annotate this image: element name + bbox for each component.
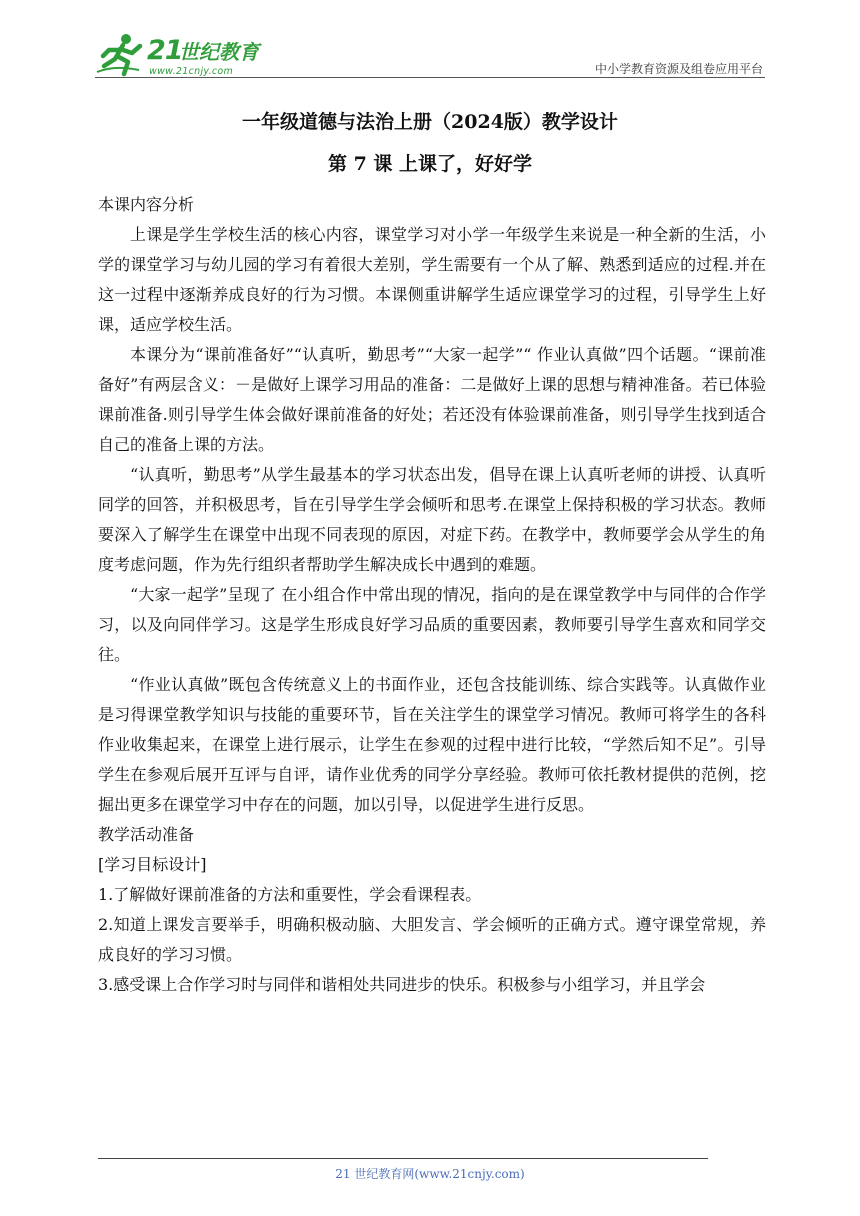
paragraph-5: “作业认真做”既包含传统意义上的书面作业，还包含技能训练、综合实践等。认真做作业是习得课堂教学知识与技能的重要环节，旨在关注学生的课堂学习情况。教师可将学生的各科作业收集起来，在课堂上进行展示，让学生在参观的过程中进行比较，“学然后知不足”。引导学生在参观后展开互评与自评，请作业优秀的同学分享经验。教师可依托教材提供的范例，挖掘出更多在课堂学习中存在的问题，加以引导，以促进学生进行反思。: [98, 675, 766, 814]
goal-1: 1.了解做好课前准备的方法和重要性，学会看课程表。: [98, 885, 482, 904]
paragraph-3: “认真听，勤思考”从学生最基本的学习状态出发，倡导在课上认真听老师的讲授、认真听同学的回答，并积极思考，旨在引导学生学会倾听和思考.在课堂上保持积极的学习状态。教师要深入了解学生在课堂中出现不同表现的原因，对症下药。在教学中，教师要学会从学生的角度考虑问题，作为先行组织者帮助学生解决成长中遇到的难题。: [98, 465, 766, 574]
page-header: [95, 30, 765, 82]
runner-icon: [95, 32, 147, 78]
paragraph-4: “大家一起学”呈现了 在小组合作中常出现的情况，指向的是在课堂教学中与同伴的合作学习，以及向同伴学习。这是学生形成良好学习品质的重要因素，教师要引导学生喜欢和同学交往。: [98, 585, 766, 664]
lesson-title: 第 7 课 上课了，好好学: [327, 153, 533, 175]
footer-divider: [98, 1158, 708, 1159]
section-heading-preparation: 教学活动准备: [98, 825, 195, 844]
goal-2: 2.知道上课发言要举手，明确积极动脑、大胆发言、学会倾听的正确方式。遵守课堂常规，养成良好的学习习惯。: [98, 915, 766, 964]
paragraph-1: 上课是学生学校生活的核心内容，课堂学习对小学一年级学生来说是一种全新的生活，小学的课堂学习与幼儿园的学习有着很大差别，学生需要有一个从了解、熟悉到适应的过程.并在这一过程中逐渐养成良好的行为习惯。本课侧重讲解学生适应课堂学习的过程，引导学生上好课，适应学校生活。: [98, 225, 766, 334]
document-body: [98, 190, 766, 1000]
footer-link[interactable]: 21 世纪教育网(www.21cnjy.com): [335, 1167, 525, 1181]
logo-text: 世纪教育: [179, 40, 259, 64]
goal-3: 3.感受课上合作学习时与同伴和谐相处共同进步的快乐。积极参与小组学习，并且学会: [98, 975, 706, 994]
platform-label: 中小学教育资源及组卷应用平台: [594, 62, 763, 76]
logo-url: www.21cnjy.com: [149, 66, 234, 77]
header-divider: [95, 77, 765, 78]
logo: [95, 30, 265, 80]
document-title: 一年级道德与法治上册（2024版）教学设计: [242, 111, 618, 133]
section-heading-goals: [学习目标设计]: [98, 855, 207, 874]
paragraph-2: 本课分为“课前准备好”“认真听，勤思考”“大家一起学”“ 作业认真做”四个话题。“课前准备好”有两层含义：－是做好上课学习用品的准备：二是做好上课的思想与精神准备。若已体验课前准备.则引导学生体会做好课前准备的好处；若还没有体验课前准备，则引导学生找到适合自己的准备上课的方法。: [98, 345, 766, 454]
logo-number: 21: [147, 35, 183, 66]
section-heading-analysis: 本课内容分析: [98, 195, 195, 214]
